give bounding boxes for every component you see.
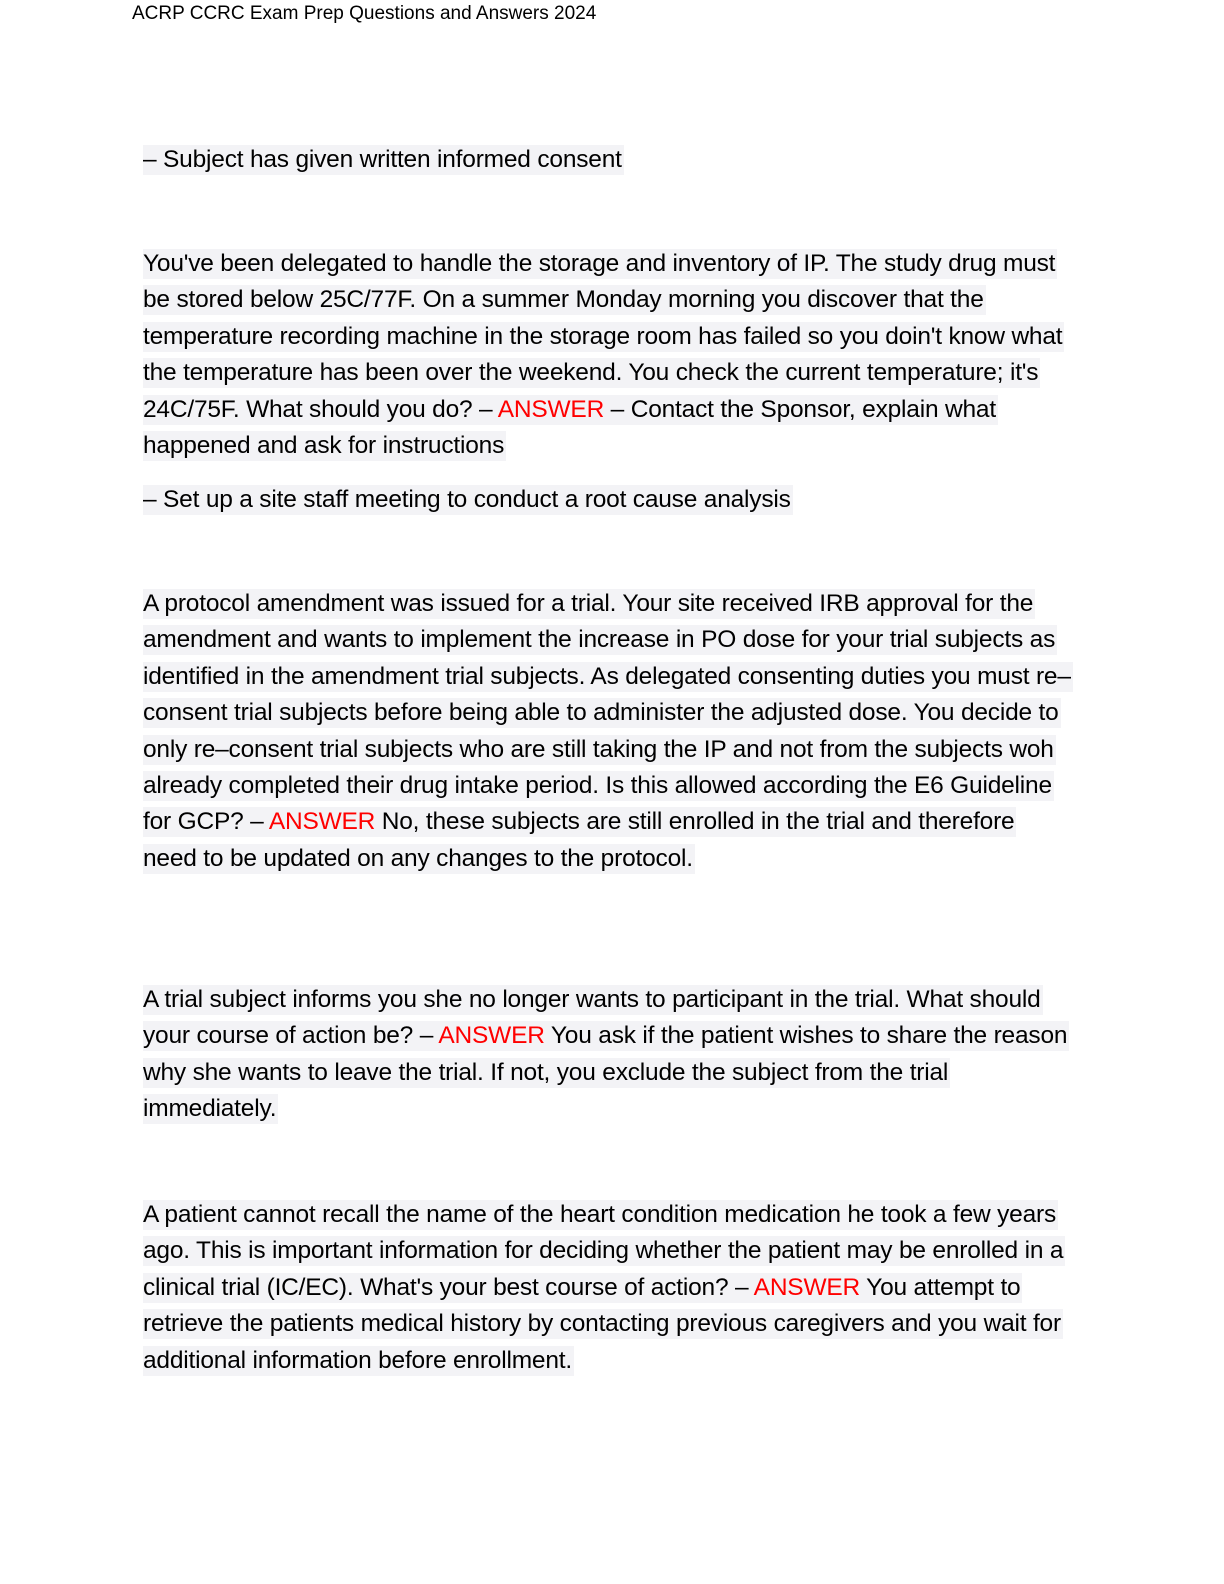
qa-block-subject-withdrawal	[143, 982, 1073, 1128]
document-header: ACRP CCRC Exam Prep Questions and Answers 2024	[132, 3, 597, 24]
bullet-text: – Subject has given written informed consent	[143, 146, 622, 173]
question-text: A patient cannot recall the name of the heart condition medication he took a few years ago. This is important information for deciding whether the patient may be enrolled in a clinical trial (IC/EC). What's your best course of action? –	[143, 1201, 1064, 1301]
answer-text: No, these subjects are still enrolled in the trial and therefore need to be updated on any changes to the protocol.	[143, 808, 1015, 872]
question-text: A trial subject informs you she no longer wants to participant in the trial. What should your course of action be? –	[143, 986, 1041, 1050]
answer-label: ANSWER	[497, 395, 605, 423]
question-text: A protocol amendment was issued for a trial. Your site received IRB approval for the amendment and wants to implement the increase in PO dose for your trial subjects as identified in the amendment trial subjects. As delegated consenting duties you must re–consent trial subjects before being able to administer the adjusted dose. You decide to only re–consent trial subjects who are still taking the IP and not from the subjects woh already completed their drug intake period. Is this allowed according the E6 Guideline for GCP? –	[143, 590, 1071, 836]
bullet-point-root-cause	[143, 482, 1073, 518]
bullet-point-consent	[143, 142, 1073, 178]
answer-text: You ask if the patient wishes to share the reason why she wants to leave the trial. If not, you exclude the subject from the trial immediately.	[143, 1022, 1068, 1123]
qa-block-ip-storage	[143, 246, 1073, 464]
answer-label: ANSWER	[268, 808, 376, 836]
qa-block-medical-history	[143, 1197, 1073, 1379]
question-text: You've been delegated to handle the storage and inventory of IP. The study drug must be stored below 25C/77F. On a summer Monday morning you discover that the temperature recording machine in the storage room has failed so you doin't know what the temperature has been over the weekend. You check the current temperature; it's 24C/75F. What should you do? –	[143, 250, 1063, 423]
answer-label: ANSWER	[753, 1273, 861, 1301]
answer-label: ANSWER	[438, 1022, 545, 1050]
answer-text: – Contact the Sponsor, explain what happened and ask for instructions	[143, 395, 996, 460]
bullet-text: – Set up a site staff meeting to conduct a root cause analysis	[143, 486, 791, 513]
qa-block-protocol-amendment	[143, 586, 1073, 877]
answer-text: You attempt to retrieve the patients medical history by contacting previous caregivers and you wait for additional information before enrollment.	[143, 1273, 1061, 1374]
